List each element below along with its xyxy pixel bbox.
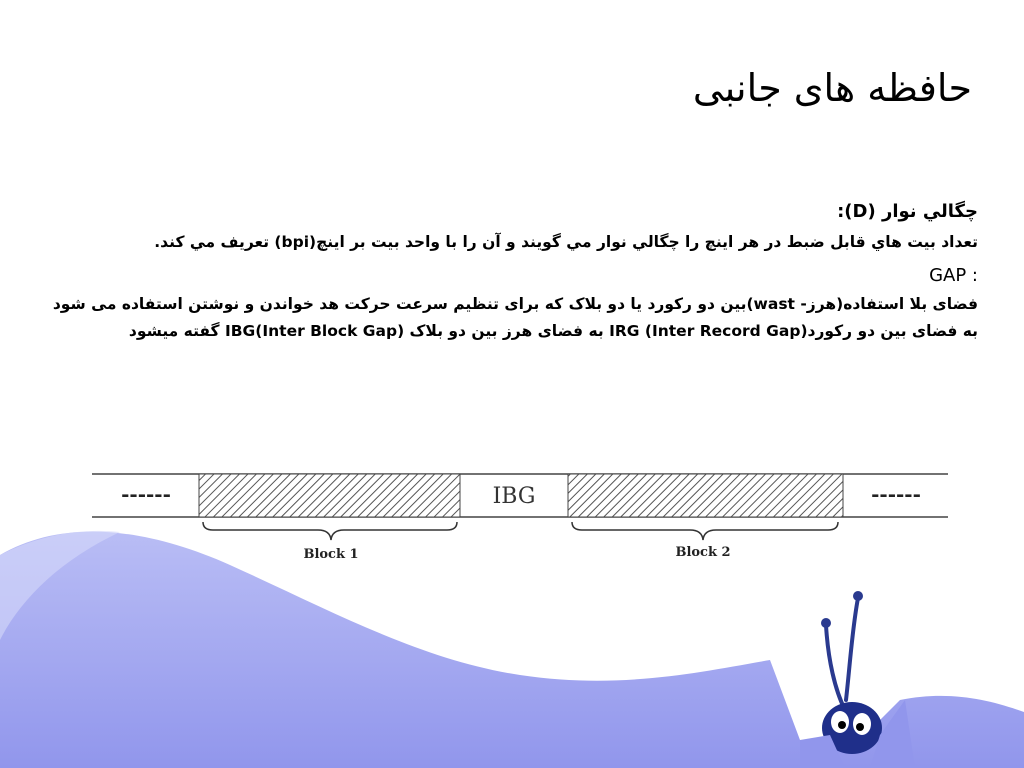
block-2 (568, 474, 843, 517)
slide-content (52, 198, 978, 351)
gap-heading: : GAP (929, 265, 978, 286)
block-2-brace (572, 522, 838, 540)
block-2-label: Block 2 (675, 545, 731, 560)
cartoon-ant-icon (800, 591, 915, 768)
right-dashes: ------ (871, 482, 921, 506)
ibg-label: IBG (492, 484, 536, 509)
gap-body: فضای بلا استفاده(هرز- wast)بین دو رکورد یا دو بلاک که برای تنظیم سرعت حرکت هد خواندن و نوشتن استفاده می شود به فضای بین دو رکورد(IRG (Inter Record Gap به فضای هرز بین دو بلاک IBG(Inter Block Gap) گفته میشود (52, 295, 978, 340)
left-dashes: ------ (121, 482, 171, 506)
block-1-brace (203, 522, 457, 540)
block-1-label: Block 1 (303, 547, 359, 562)
slide-title: حافظه های جانبی (692, 66, 972, 110)
tape-block-diagram (0, 460, 1024, 580)
density-heading: چگالي نوار (D): (837, 201, 978, 222)
block-1 (199, 474, 460, 517)
density-body: تعداد بيت هاي قابل ضبط در هر اينچ را چگالي نوار مي گويند و آن را با واحد بيت بر اينچ(bpi) تعريف مي كند. (154, 233, 978, 251)
